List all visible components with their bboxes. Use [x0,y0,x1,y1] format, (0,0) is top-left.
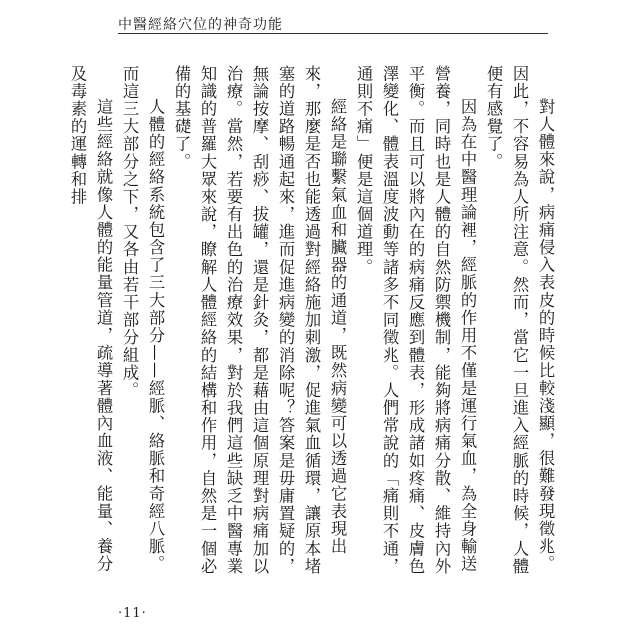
paragraph: 人體的經絡系統包含了三大部分——經脈、絡脈和奇經八脈。而這三大部分之下，又各由若干部分組成。 [120,65,165,573]
paragraph: 這些經絡就像人體的能量管道，疏導著體內血液、能量、養分及毒素的運轉和排 [68,65,113,573]
running-header: 中醫經絡穴位的神奇功能 [118,17,283,33]
paragraph: 因為在中醫理論裡，經脈的作用不僅是運行氣血，為全身輸送營養，同時也是人體的自然防禦機制，能夠將病痛分散、維持內外平衡。而且可以將內在的病痛反應到體表，形成諸如疼痛、皮膚色澤變化、體表溫度波動等諸多不同徵兆。人們常說的「痛則不通，通則不痛」便是這個道理。 [354,65,477,576]
paragraph: 對人體來說，病痛侵入表皮的時候比較淺顯，很難發現徵兆。因此，不容易為人所注意。然而，當它一旦進入經脈的時候，人體便有感覺了。 [484,65,555,576]
page-number: ‧11‧ [118,606,147,621]
header-rule [118,33,548,34]
paragraph: 經絡是聯繫氣血和臟器的通道，既然病變可以透過它表現出來，那麼是否也能透過對經絡施加刺激，促進氣血循環，讓原本堵塞的道路暢通起來，進而促進病變的消除呢？答案是毋庸置疑的，無論按摩、刮痧、拔罐，還是針灸，都是藉由這個原理對病痛加以治療。當然，若要有出色的治療效果，對於我們這些缺乏中醫專業知識的普羅大眾來說，瞭解人體經絡的結構和作用，自然是一個必備的基礎了。 [172,65,347,576]
body-text [68,65,558,585]
